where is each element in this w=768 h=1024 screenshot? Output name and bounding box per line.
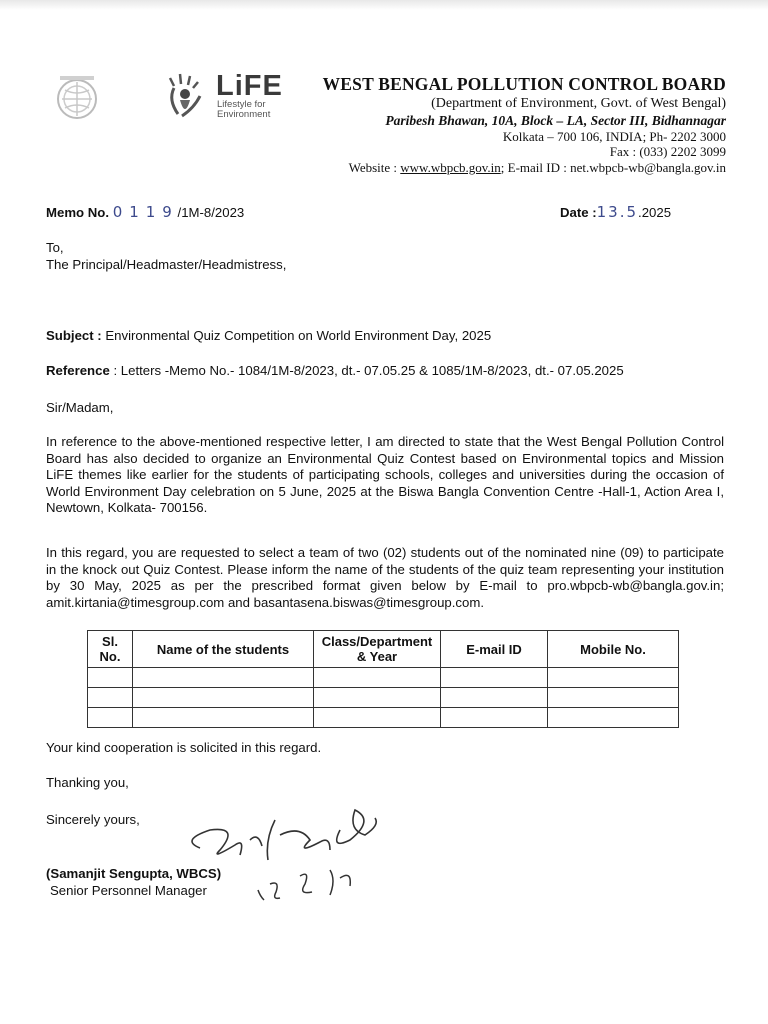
memo-handwritten-number: 0 1 1 9 (112, 203, 174, 221)
col-mobile: Mobile No. (548, 631, 679, 668)
fax-line: Fax : (033) 2202 3099 (609, 144, 726, 159)
reference-line: Reference : Letters -Memo No.- 1084/1M-8/2023, dt.- 07.05.25 & 1085/1M-8/2023, dt.- 07.05.2025 (46, 363, 624, 378)
address-line: Paribesh Bhawan, 10A, Block – LA, Sector III, Bidhannagar (385, 113, 726, 128)
website-link[interactable]: www.wbpcb.gov.in (400, 160, 501, 175)
subject-line: Subject : Environmental Quiz Competition on World Environment Day, 2025 (46, 328, 492, 343)
col-class: Class/Department & Year (314, 631, 441, 668)
table-row (88, 688, 679, 708)
email-link[interactable]: net.wbpcb-wb@bangla.gov.in (570, 160, 726, 175)
col-sl-no: Sl. No. (88, 631, 133, 668)
table-header-row (88, 631, 679, 668)
website-line: Website : www.wbpcb.gov.in; E-mail ID : net.wbpcb-wb@bangla.gov.in (348, 160, 726, 175)
salutation: Sir/Madam, (46, 400, 114, 415)
signatory-designation: Senior Personnel Manager (50, 883, 207, 898)
handwritten-signature-icon (180, 800, 390, 910)
body-paragraph-1: In reference to the above-mentioned respective letter, I am directed to state that the West Bengal Pollution Control Board has also decided to organize an Environmental Quiz Contest based on Environmental topics and Mission LiFE themes like earlier for the students of participating schools, colleges and universities during the occasion of World Environment Day celebration on 5 June, 2025 at the Biswa Bangla Convention Centre -Hall-1, Action Area I, Newtown, Kolkata- 700156. (46, 434, 724, 515)
thanking-line: Thanking you, (46, 775, 129, 790)
memo-number: Memo No. 0 1 1 9 /1M-8/2023 (46, 203, 245, 221)
to-label: To, (46, 240, 64, 255)
sincerely-line: Sincerely yours, (46, 812, 140, 827)
col-name: Name of the students (133, 631, 314, 668)
date-handwritten: 13.5 (596, 203, 639, 221)
department-line: (Department of Environment, Govt. of West Bengal) (431, 96, 726, 111)
memo-date: Date :13.5.2025 (560, 203, 672, 221)
body-paragraph-2: In this regard, you are requested to select a team of two (02) students out of the nominated nine (09) to participate in the knock out Quiz Contest. Please inform the name of the students of the quiz team representing your institution by 30 May, 2025 as per the prescribed format given below by E-mail to pro.wbpcb-wb@bangla.gov.in; amit.kirtania@timesgroup.com and basantasena.biswas@timesgroup.com. (46, 545, 724, 610)
recipient: The Principal/Headmaster/Headmistress, (46, 257, 287, 272)
city-phone-line: Kolkata – 700 106, INDIA; Ph- 2202 3000 (502, 129, 726, 144)
col-email: E-mail ID (441, 631, 548, 668)
scan-top-edge (0, 0, 768, 10)
wbpcb-emblem-icon (52, 72, 102, 122)
signatory-name: (Samanjit Sengupta, WBCS) (46, 866, 222, 881)
student-details-table (87, 630, 679, 728)
table-row (88, 668, 679, 688)
cooperation-line: Your kind cooperation is solicited in this regard. (46, 740, 322, 755)
org-name: WEST BENGAL POLLUTION CONTROL BOARD (322, 74, 726, 94)
life-wordmark: LiFE (216, 70, 283, 102)
life-tagline: Lifestyle for Environment (217, 99, 271, 120)
table-row (88, 708, 679, 728)
